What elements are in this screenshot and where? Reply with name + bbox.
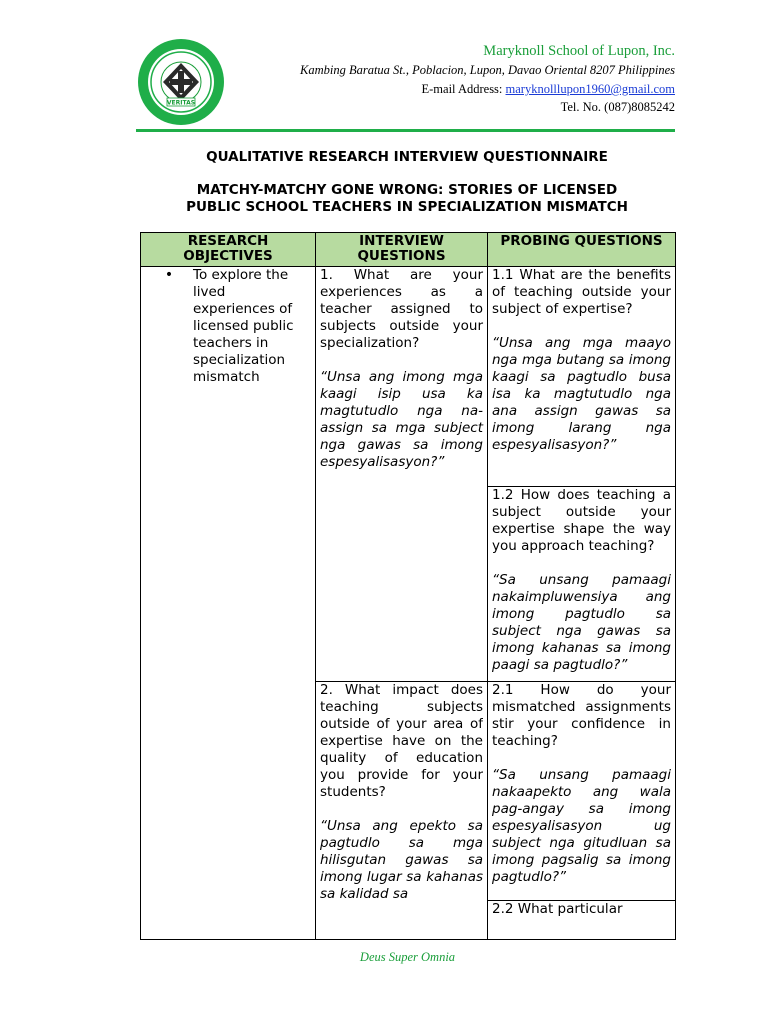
research-objective-cell: [141, 267, 316, 940]
probing-question-1-1-translation: “Unsa ang mga maayo nga mga butang sa imong kaagi sa pagtudlo busa isa ka magtutudlo nga ana assign gawas sa imong larang nga espesyalisasyon?”: [492, 335, 671, 453]
document-title: QUALITATIVE RESEARCH INTERVIEW QUESTIONNAIRE: [206, 149, 608, 165]
probing-question-1-2: [488, 487, 676, 682]
probing-question-1-1-text: 1.1 What are the benefits of teaching outside your subject of expertise?: [492, 267, 671, 317]
probing-question-2-1: [488, 682, 676, 901]
interview-question-1: [316, 267, 488, 682]
school-seal-logo: [137, 38, 225, 126]
interview-question-1-text: 1. What are your experiences as a teacher assigned to subjects outside your specialization?: [320, 267, 483, 351]
header-interview-questions: INTERVIEW QUESTIONS: [316, 233, 488, 267]
study-title-line-2: PUBLIC SCHOOL TEACHERS IN SPECIALIZATION MISMATCH: [186, 199, 628, 215]
letterhead: [0, 0, 768, 135]
seal-label: VERITAS: [166, 99, 196, 107]
study-title-line-1: MATCHY-MATCHY GONE WRONG: STORIES OF LICENSED: [196, 182, 618, 198]
header-research-objectives: RESEARCH OBJECTIVES: [141, 233, 316, 267]
school-info: [300, 42, 675, 116]
school-email-line: [300, 80, 675, 98]
probing-question-2-1-translation: “Sa unsang pamaagi nakaapekto ang wala pag-angay sa imong espesyalisasyon ug subject nga gitudluan sa imong pagsalig sa imong pagtudlo?”: [492, 767, 671, 885]
header-probing-questions: PROBING QUESTIONS: [488, 233, 676, 267]
questionnaire-table: [140, 232, 676, 940]
interview-question-1-translation: “Unsa ang imong mga kaagi isip usa ka magtutudlo nga na-assign sa mga subject nga gawas sa imong espesyalisasyon?”: [320, 369, 483, 470]
table-row: [141, 267, 676, 487]
email-link[interactable]: maryknolllupon1960@gmail.com: [505, 82, 675, 96]
table-header-row: [141, 233, 676, 267]
probing-question-2-2: [488, 901, 676, 940]
probing-question-2-2-text: 2.2 What particular: [492, 901, 623, 917]
school-telephone: Tel. No. (087)8085242: [560, 100, 675, 114]
interview-question-2-text: 2. What impact does teaching subjects outside of your area of expertise have on the quality of education you provide for your students?: [320, 682, 483, 800]
probing-question-2-1-text: 2.1 How do your mismatched assignments stir your confidence in teaching?: [492, 682, 671, 749]
school-motto: Deus Super Omnia: [359, 950, 456, 964]
school-name: Maryknoll School of Lupon, Inc.: [483, 43, 675, 59]
school-address: Kambing Baratua St., Poblacion, Lupon, Davao Oriental 8207 Philippines: [300, 63, 675, 77]
probing-question-1-1: [488, 267, 676, 487]
email-label: E-mail Address:: [421, 82, 506, 96]
bullet-icon: •: [164, 267, 174, 283]
probing-question-1-2-text: 1.2 How does teaching a subject outside your expertise shape the way you approach teaching?: [492, 487, 671, 554]
interview-question-2: [316, 682, 488, 940]
research-objective-text: To explore the lived experiences of licensed public teachers in specialization mismatch: [193, 267, 294, 385]
probing-question-1-2-translation: “Sa unsang pamaagi nakaimpluwensiya ang imong pagtudlo sa subject nga gawas sa imong kahanas sa imong paagi sa pagtudlo?”: [492, 572, 671, 673]
interview-question-2-translation: “Unsa ang epekto sa pagtudlo sa mga hilisgutan gawas sa imong lugar sa kahanas sa kalidad sa: [320, 818, 483, 902]
header-divider: [136, 129, 675, 132]
study-title: [140, 182, 674, 216]
